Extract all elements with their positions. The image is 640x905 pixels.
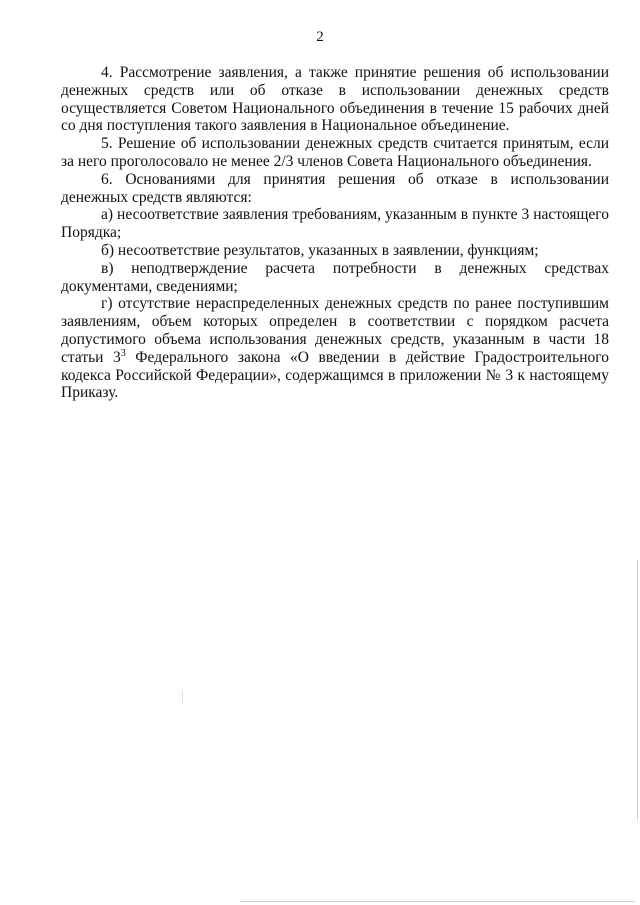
paragraph-4: 4. Рассмотрение заявления, а также принятие решения об использовании денежных средств или об отказе в использовании денежных средств осуществляется Советом Национального объединения в течение 15 рабочих дней со дня поступления такого заявления в Национальное объединение. bbox=[61, 64, 609, 135]
scan-speck bbox=[182, 690, 183, 704]
paragraph-6d-text-end: Федерального закона «О введении в действие Градостроительного кодекса Российской Федерации», содержащимся в приложении № 3 к настоящему Приказу. bbox=[61, 348, 609, 402]
paragraph-6: 6. Основаниями для принятия решения об отказе в использовании денежных средств являются: bbox=[61, 170, 609, 206]
document-body bbox=[61, 64, 609, 402]
paragraph-6a: а) несоответствие заявления требованиям, указанным в пункте 3 настоящего Порядка; bbox=[61, 206, 609, 242]
scan-edge-right bbox=[637, 560, 638, 820]
paragraph-6d-text-start: г) отсутствие нераспределенных денежных средств по ранее поступившим заявлениям, объем которых определен в соответствии с порядком расчета допустимого объема использования денежных средств, указанным в части 18 статьи bbox=[61, 295, 609, 366]
paragraph-6c: в) неподтверждение расчета потребности в денежных средствах документами, сведениями; bbox=[61, 259, 609, 295]
article-number: 3 bbox=[113, 348, 121, 366]
article-superscript: 3 bbox=[120, 347, 126, 359]
page-number: 2 bbox=[316, 29, 324, 45]
paragraph-5: 5. Решение об использовании денежных средств считается принятым, если за него проголосовало не менее 2/3 членов Совета Национального объединения. bbox=[61, 135, 609, 170]
paragraph-6b: б) несоответствие результатов, указанных в заявлении, функциям; bbox=[101, 241, 539, 259]
paragraph-6d bbox=[61, 295, 609, 402]
scan-edge-bottom bbox=[240, 901, 635, 902]
